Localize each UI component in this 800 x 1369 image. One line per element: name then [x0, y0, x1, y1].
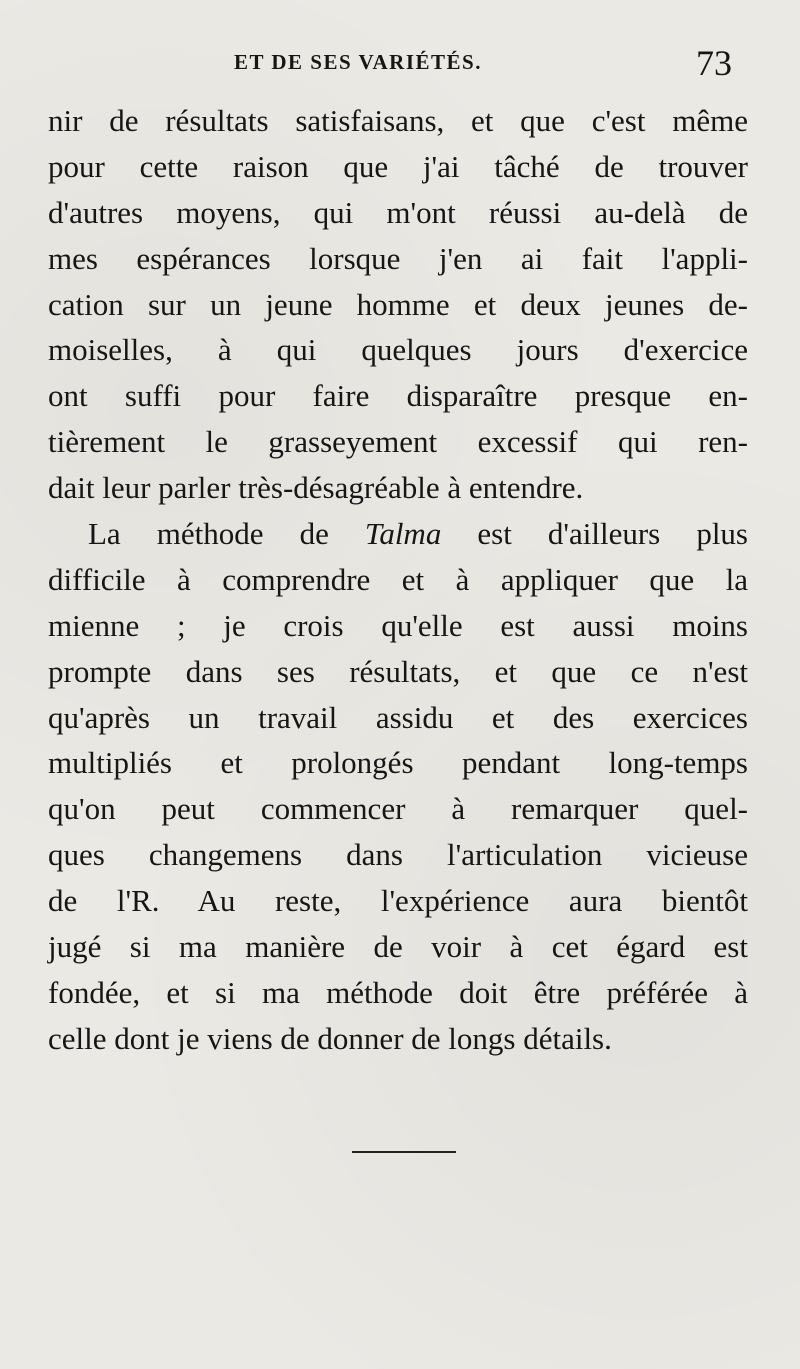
emphasized-name: Talma — [364, 516, 442, 552]
text-line: ont suffi pour faire disparaître presque en- — [48, 378, 748, 414]
text-run: est d'ailleurs plus — [441, 516, 748, 552]
text-line: celle dont je viens de donner de longs détails. — [48, 1020, 612, 1056]
page-number: 73 — [696, 43, 732, 83]
text-line: difficile à comprendre et à appliquer que la — [48, 561, 748, 597]
text-line: multipliés et prolongés pendant long-temps — [48, 745, 748, 781]
section-end-rule — [352, 1151, 456, 1153]
text-line: mienne ; je crois qu'elle est aussi moins — [48, 607, 748, 643]
text-run: La méthode de — [88, 516, 365, 552]
text-line: mes espérances lorsque j'en ai fait l'appli- — [48, 240, 748, 276]
text-line: qu'on peut commencer à remarquer quel- — [48, 791, 748, 827]
text-line: prompte dans ses résultats, et que ce n'est — [48, 653, 748, 689]
text-line: tièrement le grasseyement excessif qui ren- — [48, 424, 748, 460]
text-line: qu'après un travail assidu et des exercices — [48, 699, 748, 735]
paragraph-1 — [48, 98, 748, 511]
text-line: moiselles, à qui quelques jours d'exercice — [48, 332, 748, 368]
text-line: d'autres moyens, qui m'ont réussi au-delà de — [48, 194, 748, 230]
text-line: de l'R. Au reste, l'expérience aura bientôt — [48, 883, 748, 919]
text-line: cation sur un jeune homme et deux jeunes de- — [48, 286, 748, 322]
text-line: dait leur parler très-désagréable à entendre. — [48, 470, 584, 506]
running-title: ET DE SES VARIÉTÉS. — [234, 50, 482, 74]
text-line: nir de résultats satisfaisans, et que c'est même — [48, 103, 748, 138]
text-line: jugé si ma manière de voir à cet égard est — [48, 929, 748, 965]
text-line — [48, 511, 748, 557]
running-head — [0, 43, 800, 88]
text-line: fondée, et si ma méthode doit être préférée à — [48, 974, 748, 1010]
body-text — [48, 98, 748, 1062]
paragraph-2 — [48, 511, 748, 1062]
text-line: ques changemens dans l'articulation vicieuse — [48, 837, 748, 873]
text-line: pour cette raison que j'ai tâché de trouver — [48, 148, 748, 184]
